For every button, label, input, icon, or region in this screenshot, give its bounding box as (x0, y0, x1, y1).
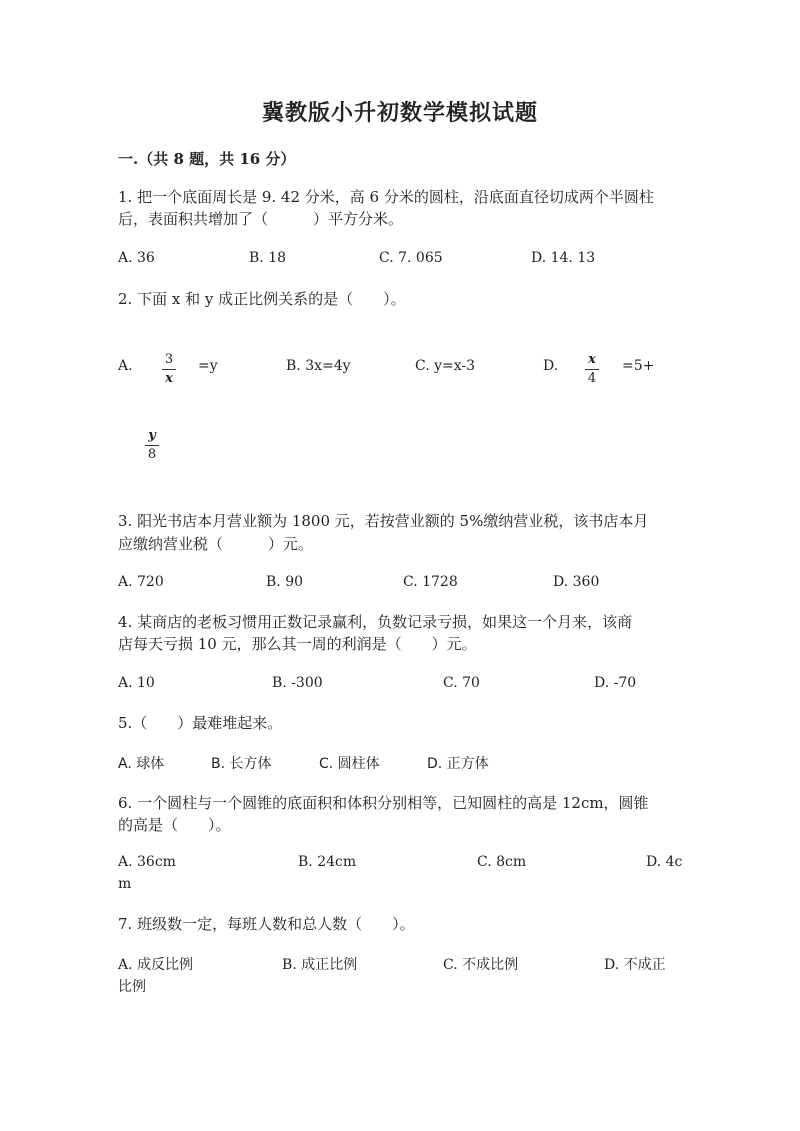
question-7-option-a: A. 成反比例 (118, 957, 194, 973)
fraction-denominator: 8 (147, 447, 157, 462)
question-7-option-b: B. 成正比例 (282, 957, 358, 973)
question-1-line-1: 1. 把一个底面周长是 9. 42 分米，高 6 分米的圆柱，沿底面直径切成两个半圆柱 (118, 188, 654, 206)
fraction-numerator: 3 (164, 352, 174, 367)
question-2-option-d-fraction (585, 352, 599, 387)
question-3-line-1: 3. 阳光书店本月营业额为 1800 元，若按营业额的 5%缴纳营业税，该书店本月 (118, 512, 649, 530)
question-2-option-a-rest: =y (198, 358, 218, 374)
question-3-option-d: D. 360 (553, 574, 600, 590)
question-1-option-d: D. 14. 13 (531, 250, 596, 266)
question-7-option-d: D. 不成正 (604, 957, 666, 973)
question-1-option-b: B. 18 (249, 250, 287, 266)
question-5-option-c: C. 圆柱体 (319, 756, 380, 772)
fraction-bar (145, 445, 159, 446)
question-2-option-d-fraction-2 (145, 428, 159, 463)
page-title: 冀教版小升初数学模拟试题 (261, 100, 538, 126)
question-6-line-2: 的高是（ ）。 (118, 816, 231, 834)
question-7-option-d-wrap: 比例 (118, 979, 146, 995)
question-1-option-a: A. 36 (118, 250, 155, 266)
fraction-denominator: x (165, 371, 173, 386)
question-6-option-c: C. 8cm (477, 854, 527, 870)
question-4-option-b: B. -300 (272, 675, 323, 691)
fraction-numerator: y (148, 428, 156, 443)
question-3-option-c: C. 1728 (403, 574, 458, 590)
question-4-option-d: D. -70 (594, 675, 637, 691)
fraction-numerator: x (588, 352, 596, 367)
question-2-option-b: B. 3x=4y (286, 358, 351, 374)
question-1-line-2: 后，表面积共增加了（ ）平方分米。 (118, 210, 404, 228)
question-2-option-a-fraction (162, 352, 176, 387)
question-7-option-c: C. 不成比例 (443, 957, 519, 973)
fraction-bar (162, 369, 176, 370)
question-3-line-2: 应缴纳营业税（ ）元。 (118, 535, 314, 553)
question-6-option-d: D. 4c (646, 854, 683, 870)
question-2-option-a-label: A. (118, 358, 133, 374)
question-5-option-d: D. 正方体 (427, 756, 489, 772)
question-2-option-c: C. y=x-3 (415, 358, 476, 374)
question-2-option-d-label: D. (543, 358, 559, 374)
question-6-option-b: B. 24cm (298, 854, 357, 870)
question-6-option-a: A. 36cm (118, 854, 176, 870)
question-3-option-b: B. 90 (266, 574, 304, 590)
question-4-option-c: C. 70 (443, 675, 480, 691)
question-1-option-c: C. 7. 065 (379, 250, 443, 266)
question-4-option-a: A. 10 (118, 675, 155, 691)
question-2-line-1: 2. 下面 x 和 y 成正比例关系的是（ ）。 (118, 290, 406, 308)
section-heading: 一.（共 8 题，共 16 分） (118, 150, 296, 168)
question-2-option-d-rest: =5+ (622, 358, 655, 374)
question-4-line-2: 店每天亏损 10 元，那么其一周的利润是（ ）元。 (118, 635, 477, 653)
fraction-bar (585, 369, 599, 370)
question-5-option-a: A. 球体 (118, 756, 165, 772)
question-6-line-1: 6. 一个圆柱与一个圆锥的底面积和体积分别相等，已知圆柱的高是 12cm，圆锥 (118, 794, 649, 812)
fraction-denominator: 4 (587, 371, 597, 386)
question-3-option-a: A. 720 (118, 574, 164, 590)
question-4-line-1: 4. 某商店的老板习惯用正数记录赢利，负数记录亏损，如果这一个月来，该商 (118, 613, 633, 631)
question-5-option-b: B. 长方体 (211, 756, 272, 772)
question-7-line-1: 7. 班级数一定，每班人数和总人数（ ）。 (118, 915, 415, 933)
question-6-option-d-wrap: m (118, 876, 132, 892)
question-5-line-1: 5.（ ）最难堆起来。 (118, 714, 283, 732)
